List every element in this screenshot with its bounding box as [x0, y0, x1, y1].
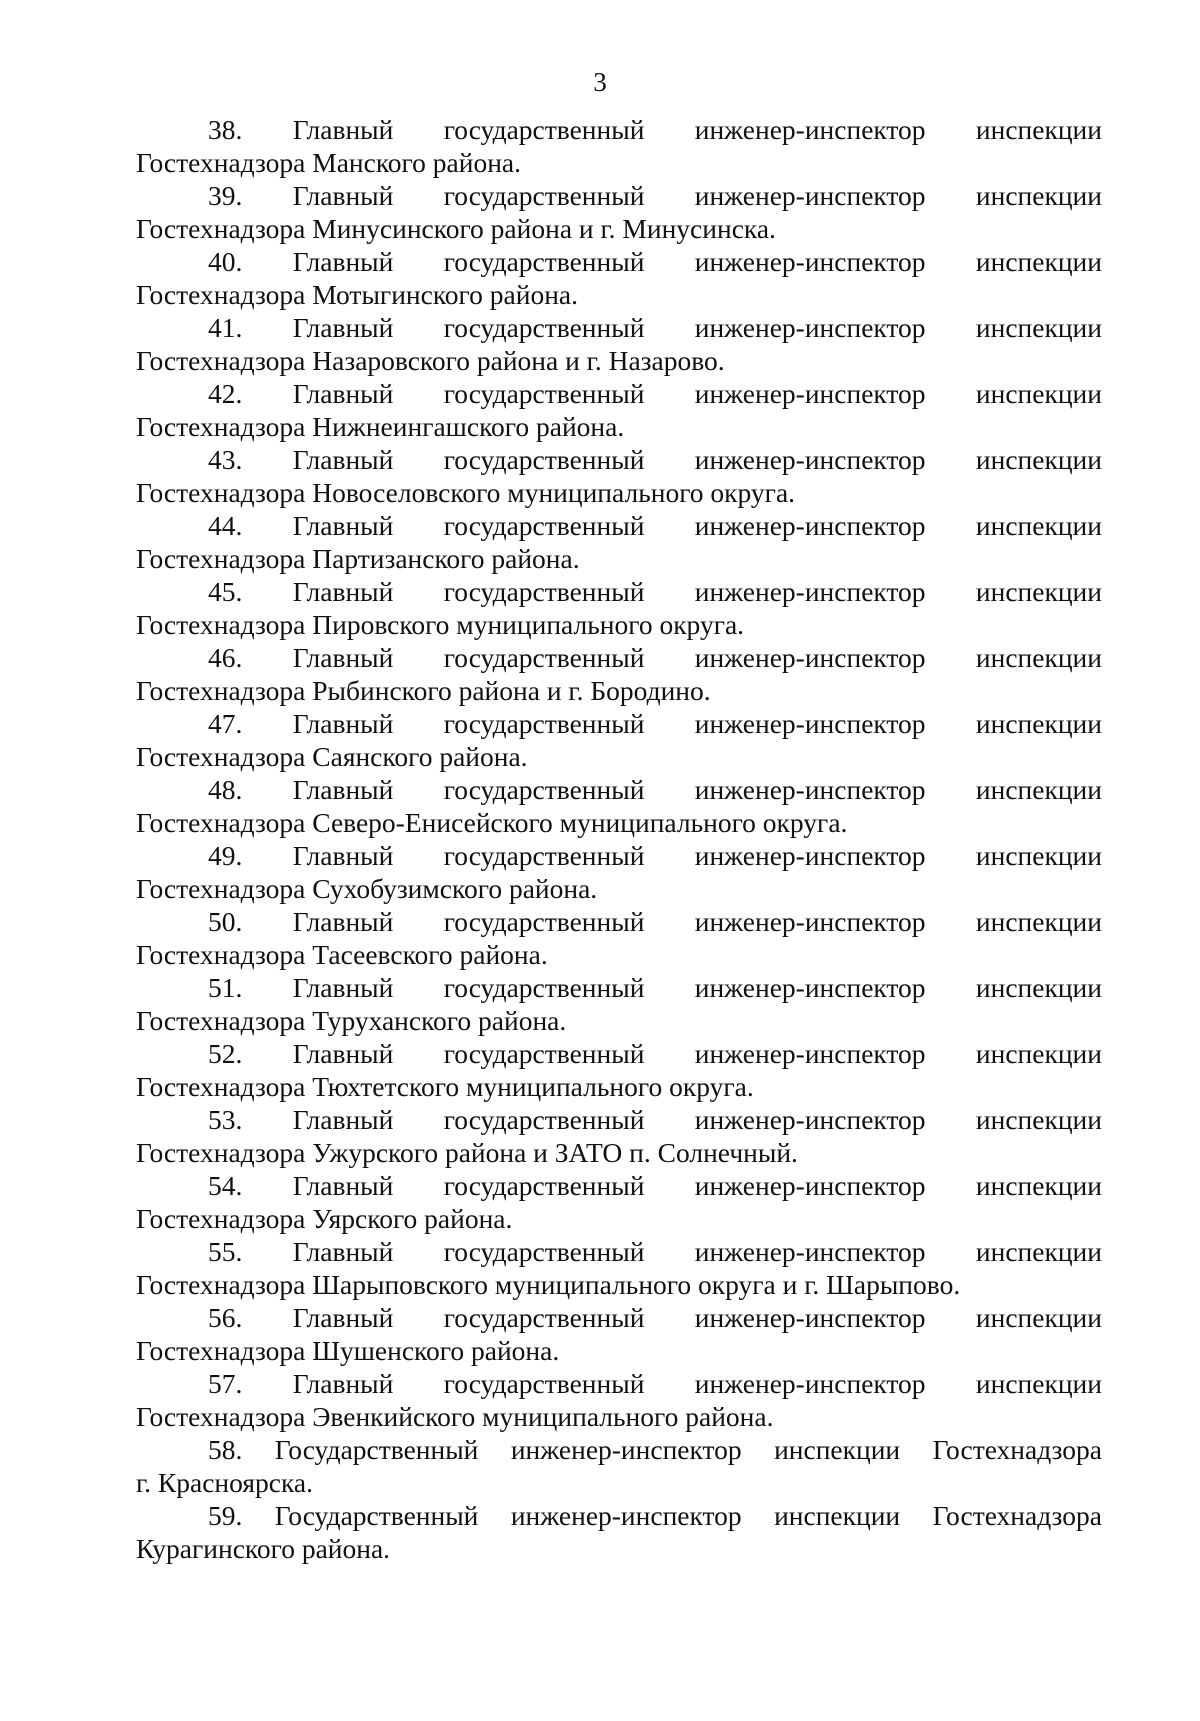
item-word: инженер-инспектор — [694, 642, 926, 673]
list-item-continuation: Гостехнадзора Мотыгинского района. — [136, 279, 578, 310]
item-word: Главный — [292, 312, 394, 343]
item-word: Главный — [292, 378, 394, 409]
list-item-continuation: Гостехнадзора Партизанского района. — [136, 543, 580, 574]
item-word: Главный — [292, 708, 394, 739]
item-word: инспекции — [975, 246, 1102, 277]
list-item-first-line — [136, 1367, 1102, 1400]
list-item — [136, 1235, 1102, 1301]
list-item-continuation: Гостехнадзора Саянского района. — [136, 741, 528, 772]
item-number: 45. — [208, 576, 243, 607]
item-number: 57. — [208, 1368, 243, 1399]
list-item-first-line — [136, 971, 1102, 1004]
item-word: инспекции — [975, 510, 1102, 541]
item-word: Главный — [292, 1236, 394, 1267]
item-number: 41. — [208, 312, 243, 343]
item-word: инженер-инспектор — [694, 1236, 926, 1267]
item-word: инспекции — [975, 312, 1102, 343]
list-item-first-line — [136, 113, 1102, 146]
list-item-first-line — [136, 179, 1102, 212]
list-item-continuation: Гостехнадзора Манского района. — [136, 147, 521, 178]
list-item — [136, 971, 1102, 1037]
item-word: инспекции — [975, 1368, 1102, 1399]
item-word: инспекции — [774, 1500, 901, 1531]
item-number: 51. — [208, 972, 243, 1003]
item-number: 43. — [208, 444, 243, 475]
list-item-first-line — [136, 839, 1102, 872]
list-item-continuation: Гостехнадзора Пировского муниципального округа. — [136, 609, 745, 640]
item-word: Государственный — [274, 1500, 479, 1531]
item-number: 40. — [208, 246, 243, 277]
list-item — [136, 707, 1102, 773]
list-item — [136, 1367, 1102, 1433]
list-item-first-line — [136, 1433, 1102, 1466]
item-word: Гостехнадзора — [932, 1434, 1102, 1465]
item-word: государственный — [443, 510, 645, 541]
item-word: государственный — [443, 906, 645, 937]
item-word: государственный — [443, 774, 645, 805]
list-item — [136, 311, 1102, 377]
list-item-continuation: Гостехнадзора Ужурского района и ЗАТО п. Солнечный. — [136, 1137, 798, 1168]
item-word: инспекции — [975, 114, 1102, 145]
item-word: государственный — [443, 180, 645, 211]
item-word: государственный — [443, 576, 645, 607]
item-number: 50. — [208, 906, 243, 937]
list-item-continuation: Гостехнадзора Шарыповского муниципального округа и г. Шарыпово. — [136, 1269, 961, 1300]
item-word: инспекции — [975, 1038, 1102, 1069]
list-item-first-line — [136, 443, 1102, 476]
item-word: инженер-инспектор — [694, 1170, 926, 1201]
item-word: инспекции — [975, 1170, 1102, 1201]
item-number: 38. — [208, 114, 243, 145]
list-item-first-line — [136, 707, 1102, 740]
list-item-continuation: Гостехнадзора Шушенского района. — [136, 1335, 560, 1366]
item-number: 56. — [208, 1302, 243, 1333]
item-word: инженер-инспектор — [694, 1368, 926, 1399]
item-word: инспекции — [975, 576, 1102, 607]
item-word: Государственный — [274, 1434, 479, 1465]
item-word: государственный — [443, 1038, 645, 1069]
item-word: инспекции — [975, 972, 1102, 1003]
item-number: 58. — [208, 1434, 243, 1465]
list-item-continuation: Курагинского района. — [136, 1533, 391, 1564]
item-word: инженер-инспектор — [694, 576, 926, 607]
item-number: 52. — [208, 1038, 243, 1069]
item-word: инженер-инспектор — [694, 114, 926, 145]
list-item — [136, 905, 1102, 971]
item-word: государственный — [443, 972, 645, 1003]
list-item-first-line — [136, 1235, 1102, 1268]
list-item-continuation: Гостехнадзора Туруханского района. — [136, 1005, 567, 1036]
item-word: инспекции — [975, 378, 1102, 409]
list-item-continuation: Гостехнадзора Рыбинского района и г. Бородино. — [136, 675, 711, 706]
item-word: инженер-инспектор — [694, 378, 926, 409]
item-word: государственный — [443, 1170, 645, 1201]
item-number: 39. — [208, 180, 243, 211]
item-word: Главный — [292, 1302, 394, 1333]
item-word: инженер-инспектор — [694, 180, 926, 211]
list-item-first-line — [136, 1103, 1102, 1136]
item-word: инженер-инспектор — [510, 1500, 742, 1531]
item-word: инженер-инспектор — [694, 906, 926, 937]
list-item-continuation: Гостехнадзора Новоселовского муниципального округа. — [136, 477, 796, 508]
list-item — [136, 1301, 1102, 1367]
list-item-first-line — [136, 1499, 1102, 1532]
list-item-continuation: Гостехнадзора Тюхтетского муниципального округа. — [136, 1071, 754, 1102]
item-word: инженер-инспектор — [694, 1302, 926, 1333]
item-word: инспекции — [975, 1104, 1102, 1135]
list-item-continuation: Гостехнадзора Уярского района. — [136, 1203, 513, 1234]
item-word: инженер-инспектор — [694, 1038, 926, 1069]
item-word: Главный — [292, 1170, 394, 1201]
list-item-first-line — [136, 773, 1102, 806]
list-item-continuation: Гостехнадзора Тасеевского района. — [136, 939, 548, 970]
item-word: государственный — [443, 1368, 645, 1399]
item-word: Главный — [292, 972, 394, 1003]
item-word: государственный — [443, 840, 645, 871]
item-word: инспекции — [975, 180, 1102, 211]
item-word: государственный — [443, 642, 645, 673]
list-item — [136, 1169, 1102, 1235]
item-number: 48. — [208, 774, 243, 805]
item-word: государственный — [443, 378, 645, 409]
item-number: 59. — [208, 1500, 243, 1531]
list-item — [136, 245, 1102, 311]
item-word: государственный — [443, 1302, 645, 1333]
item-word: государственный — [443, 1236, 645, 1267]
item-word: Главный — [292, 246, 394, 277]
item-word: Главный — [292, 444, 394, 475]
list-item — [136, 179, 1102, 245]
item-word: Главный — [292, 1368, 394, 1399]
list-item — [136, 113, 1102, 179]
list-item-first-line — [136, 311, 1102, 344]
item-word: Главный — [292, 774, 394, 805]
item-word: инженер-инспектор — [694, 1104, 926, 1135]
item-word: инспекции — [975, 1236, 1102, 1267]
list-item — [136, 1037, 1102, 1103]
item-word: инспекции — [975, 774, 1102, 805]
item-word: Главный — [292, 906, 394, 937]
item-word: Главный — [292, 114, 394, 145]
list-item-first-line — [136, 1037, 1102, 1070]
list-item-first-line — [136, 905, 1102, 938]
list-item-first-line — [136, 641, 1102, 674]
list-item — [136, 773, 1102, 839]
item-word: государственный — [443, 114, 645, 145]
list-item — [136, 377, 1102, 443]
list-item-first-line — [136, 377, 1102, 410]
item-word: Главный — [292, 642, 394, 673]
list-item-continuation: Гостехнадзора Нижнеингашского района. — [136, 411, 625, 442]
item-word: Гостехнадзора — [932, 1500, 1102, 1531]
item-word: инспекции — [975, 444, 1102, 475]
list-item-continuation: Гостехнадзора Минусинского района и г. Минусинска. — [136, 213, 776, 244]
item-word: Главный — [292, 1104, 394, 1135]
item-word: инспекции — [975, 708, 1102, 739]
list-item — [136, 1499, 1102, 1565]
list-item — [136, 1103, 1102, 1169]
list-item — [136, 641, 1102, 707]
list-item-continuation: Гостехнадзора Северо-Енисейского муниципального округа. — [136, 807, 848, 838]
list-item — [136, 839, 1102, 905]
item-list — [136, 113, 1102, 1565]
item-number: 53. — [208, 1104, 243, 1135]
list-item — [136, 1433, 1102, 1499]
item-word: инспекции — [975, 1302, 1102, 1333]
list-item-continuation: Гостехнадзора Эвенкийского муниципального района. — [136, 1401, 774, 1432]
item-word: инспекции — [975, 906, 1102, 937]
item-word: Главный — [292, 840, 394, 871]
item-number: 46. — [208, 642, 243, 673]
item-word: инженер-инспектор — [694, 708, 926, 739]
page-number: 3 — [593, 67, 607, 97]
item-word: инженер-инспектор — [694, 312, 926, 343]
item-word: государственный — [443, 708, 645, 739]
item-word: Главный — [292, 180, 394, 211]
list-item-continuation: Гостехнадзора Назаровского района и г. Назарово. — [136, 345, 725, 376]
item-word: государственный — [443, 312, 645, 343]
list-item-first-line — [136, 509, 1102, 542]
item-word: инженер-инспектор — [694, 444, 926, 475]
list-item-first-line — [136, 1169, 1102, 1202]
item-word: инженер-инспектор — [694, 774, 926, 805]
item-number: 44. — [208, 510, 243, 541]
item-word: государственный — [443, 246, 645, 277]
list-item — [136, 575, 1102, 641]
list-item — [136, 509, 1102, 575]
item-word: инженер-инспектор — [694, 972, 926, 1003]
item-word: инспекции — [975, 840, 1102, 871]
list-item-first-line — [136, 575, 1102, 608]
item-word: Главный — [292, 510, 394, 541]
item-word: Главный — [292, 1038, 394, 1069]
item-word: инженер-инспектор — [510, 1434, 742, 1465]
list-item-continuation: г. Красноярска. — [136, 1467, 314, 1498]
item-word: Главный — [292, 576, 394, 607]
item-number: 49. — [208, 840, 243, 871]
item-number: 55. — [208, 1236, 243, 1267]
item-number: 42. — [208, 378, 243, 409]
list-item — [136, 443, 1102, 509]
item-word: инженер-инспектор — [694, 510, 926, 541]
item-word: государственный — [443, 444, 645, 475]
item-word: инженер-инспектор — [694, 246, 926, 277]
list-item-continuation: Гостехнадзора Сухобузимского района. — [136, 873, 598, 904]
item-word: инспекции — [774, 1434, 901, 1465]
item-word: инспекции — [975, 642, 1102, 673]
item-number: 47. — [208, 708, 243, 739]
item-number: 54. — [208, 1170, 243, 1201]
item-word: государственный — [443, 1104, 645, 1135]
item-word: инженер-инспектор — [694, 840, 926, 871]
list-item-first-line — [136, 245, 1102, 278]
list-item-first-line — [136, 1301, 1102, 1334]
